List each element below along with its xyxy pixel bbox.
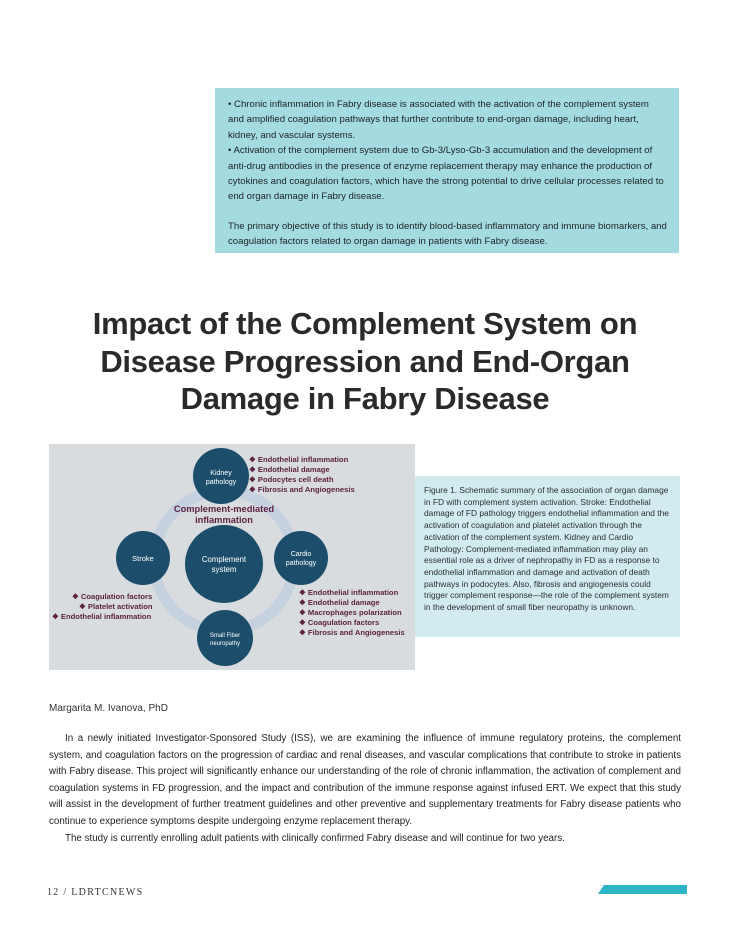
article-body [49, 731, 681, 847]
kidney-finding: ❖ Fibrosis and Angiogenesis [249, 485, 355, 494]
figure-caption: Figure 1. Schematic summary of the association of organ damage in FD with complement system activation. Stroke: Endothelial damage of FD pathology triggers endothelial inflammation and the activation of coagulation and platelet activation through the activation of the complement system. Kidney and Cardio Pathology: Complement-mediated inflammation may play an essential role as a driver of nephropathy in FD as a response to endothelial inflammation and damage and activation of death pathways in podocytes. Also, fibrosis and angiogenesis could trigger complement response—the role of the complement system in the development of small fiber neuropathy is unknown. [415, 476, 680, 637]
body-paragraph-2: The study is currently enrolling adult patients with clinically confirmed Fabry disease and will continue for two years. [65, 832, 565, 844]
summary-box [215, 88, 679, 253]
kidney-finding: ❖ Endothelial damage [249, 465, 330, 474]
stroke-finding: ❖ Platelet activation [79, 602, 153, 611]
cardio-findings-list [299, 588, 405, 637]
page-footer: 12 / LDRTCNEWS [47, 887, 144, 898]
kidney-finding: ❖ Podocytes cell death [249, 475, 334, 484]
cardio-finding: ❖ Coagulation factors [299, 618, 380, 627]
article-title: Impact of the Complement System on Disease Progression and End-Organ Damage in Fabry Disease [92, 306, 638, 416]
body-paragraph-1: In a newly initiated Investigator-Sponsored Study (ISS), we are examining the influence of immune regulatory proteins, the complement system, and coagulation factors on the progression of cardiac and renal diseases, and vascular complications that contribute to stroke in patients with Fabry disease. This project will significantly enhance our understanding of the role of chronic inflammation, the activation of complement and coagulation systems in FD progression, and the impact and contribution of the immune response against infused ERT. We expect that this study will assist in the development of further treatment guidelines and other preventive and supplementary treatments for Fabry disease patients who continue to experience symptoms despite undergoing enzyme replacement therapy. [49, 733, 681, 827]
center-label-line2: system [211, 565, 237, 574]
cardio-pathology-node [274, 531, 328, 585]
cardio-finding: ❖ Endothelial inflammation [299, 588, 399, 597]
footer-accent-bar [598, 885, 687, 894]
kidney-label-line2: pathology [205, 479, 237, 486]
cardio-finding: ❖ Endothelial damage [299, 598, 380, 607]
summary-point-1: • Chronic inflammation in Fabry disease is associated with the activation of the complement system and amplified coagulation pathways that further contribute to end-organ damage, including heart, kidney, and vascular systems. [228, 99, 649, 141]
stroke-label: Stroke [132, 554, 154, 563]
summary-point-2: • Activation of the complement system due to Gb-3/Lyso-Gb-3 accumulation and the development of anti-drug antibodies in the presence of enzyme replacement therapy may enhance the production of cytokines and coagulation factors, which have the strong potential to drive cellular processes related to end organ damage in Fabry disease. [228, 145, 664, 203]
kidney-finding: ❖ Endothelial inflammation [249, 455, 349, 464]
stroke-finding: ❖ Coagulation factors [72, 592, 153, 601]
kidney-label-line1: Kidney [210, 470, 232, 477]
figure-complement-diagram [49, 444, 415, 670]
ring-label-line1: Complement-mediated [173, 504, 275, 514]
cardio-finding: ❖ Fibrosis and Angiogenesis [299, 628, 405, 637]
cardio-label-line1: Cardio [290, 551, 312, 558]
cardio-finding: ❖ Macrophages polarization [299, 608, 402, 617]
footer-accent-shape [598, 885, 687, 894]
complement-system-node [185, 525, 263, 603]
center-label-line1: Complement [201, 555, 247, 564]
cardio-label-line2: pathology [285, 560, 317, 567]
smallfiber-label-line1: Small Fiber [209, 633, 241, 639]
summary-objective: The primary objective of this study is to identify blood-based inflammatory and immune biomarkers, and coagulation factors related to organ damage in patients with Fabry disease. [228, 220, 667, 248]
stroke-finding: ❖ Endothelial inflammation [52, 612, 152, 621]
complement-diagram [49, 444, 415, 670]
author-byline: Margarita M. Ivanova, PhD [49, 703, 168, 714]
ring-label-line2: inflammation [195, 515, 253, 525]
smallfiber-label-line2: neuropathy [209, 641, 241, 647]
